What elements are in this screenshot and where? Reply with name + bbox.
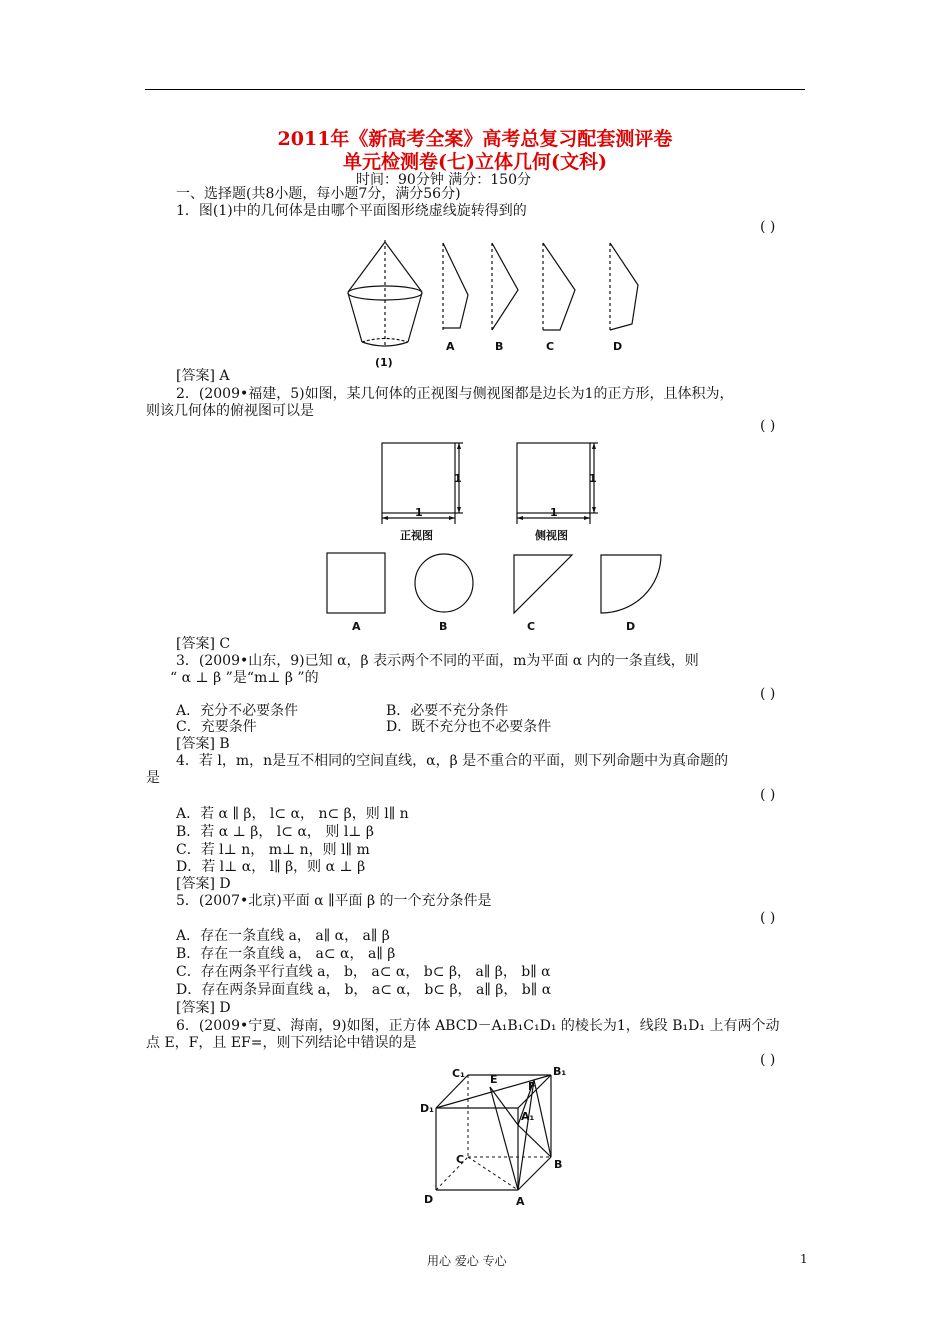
q6-label-a1: A₁	[521, 1110, 535, 1123]
q2-option-a-label: A	[352, 620, 361, 633]
q6-label-d: D	[424, 1193, 434, 1206]
q4-answer-blank: ( )	[760, 787, 776, 803]
q5-answer-blank: ( )	[760, 910, 776, 926]
q4-option-c: C．若 l⊥ n， m⊥ n，则 l∥ m	[176, 842, 370, 858]
q2-side-view-label: 侧视图	[535, 529, 568, 542]
q4-answer: [答案] D	[176, 876, 231, 892]
q2-option-b-label: B	[439, 620, 448, 633]
q1-answer: [答案] A	[176, 368, 230, 384]
q1-label-d: D	[613, 340, 623, 353]
doc-title: 2011年《新高考全案》高考总复习配套测评卷	[277, 128, 673, 150]
q6-label-e: E	[490, 1073, 498, 1086]
q4-stem-1: 4．若 l，m，n是互不相同的空间直线，α，β 是不重合的平面，则下列命题中为真命题的	[176, 753, 729, 769]
q3-option-d: D．既不充分也不必要条件	[386, 719, 552, 735]
q2-option-b-circle	[415, 554, 473, 612]
q2-views-figure	[375, 440, 635, 550]
q3-answer: [答案] B	[176, 736, 230, 752]
q1-solid	[348, 240, 422, 348]
q4-stem-2: 是	[146, 770, 160, 786]
q1-label-1: (1)	[375, 356, 393, 369]
exam-meta: 时间：90分钟 满分：150分	[356, 172, 531, 188]
q2-front-view-label: 正视图	[400, 529, 433, 542]
q6-label-c1: C₁	[452, 1067, 465, 1080]
q6-label-f: F	[528, 1080, 536, 1093]
q2-dim-side-height: 1	[589, 472, 597, 485]
q6-cube-figure	[418, 1065, 578, 1210]
q5-option-c: C．存在两条平行直线 a， b， a⊂ α， b⊂ β， a∥ β， b∥ α	[176, 964, 551, 980]
q2-side-square	[517, 443, 590, 513]
q2-option-c-triangle	[514, 555, 572, 613]
q2-dim-side-width: 1	[550, 506, 558, 519]
q4-option-d: D．若 l⊥ α， l∥ β，则 α ⊥ β	[176, 859, 366, 875]
q3-option-c: C．充要条件	[176, 719, 257, 735]
q1-label-a: A	[446, 340, 455, 353]
q6-stem-1: 6．(2009•宁夏、海南，9)如图，正方体 ABCD－A₁B₁C₁D₁ 的棱长为1，线段 B₁D₁ 上有两个动	[176, 1018, 780, 1034]
q2-answer-blank: ( )	[760, 418, 776, 434]
footer-motto: 用心 爱心 专心	[427, 1254, 507, 1268]
q6-label-b: B	[554, 1158, 563, 1171]
q2-option-a-square	[327, 553, 385, 613]
q3-stem-1: 3．(2009•山东，9)已知 α，β 表示两个不同的平面，m为平面 α 内的一条直线，则	[176, 653, 699, 669]
q3-option-a: A．充分不必要条件	[176, 703, 299, 719]
q6-label-c: C	[456, 1153, 465, 1166]
q1-figure	[340, 240, 660, 375]
q2-options-figure	[322, 550, 667, 640]
q2-option-d-quarter	[601, 555, 661, 613]
page-number: 1	[800, 1252, 808, 1266]
q1-option-a-shape	[443, 243, 468, 330]
q2-dim-front-height: 1	[454, 472, 462, 485]
q3-option-b: B．必要不充分条件	[386, 703, 509, 719]
q5-option-d: D．存在两条异面直线 a， b， a⊂ α， b⊂ β， a∥ β， b∥ α	[176, 982, 552, 998]
q2-option-d-label: D	[626, 620, 636, 633]
q4-option-a: A．若 α ∥ β， l⊂ α， n⊂ β，则 l∥ n	[176, 806, 409, 822]
q1-label-b: B	[495, 340, 504, 353]
q2-stem-2: 则该几何体的俯视图可以是	[146, 403, 314, 419]
q6-label-a: A	[516, 1195, 525, 1208]
q1-option-b-shape	[492, 243, 518, 330]
q5-stem: 5．(2007•北京)平面 α ∥平面 β 的一个充分条件是	[176, 893, 492, 909]
q1-label-c: C	[546, 340, 555, 353]
q5-option-a: A．存在一条直线 a， a∥ α， a∥ β	[176, 928, 390, 944]
q2-front-square	[382, 443, 455, 513]
header-rule	[145, 89, 805, 90]
q5-option-b: B．存在一条直线 a， a⊂ α， a∥ β	[176, 946, 396, 962]
q2-stem-1: 2．(2009•福建，5)如图，某几何体的正视图与侧视图都是边长为1的正方形，且体积为，	[176, 386, 734, 402]
q2-dim-front-width: 1	[415, 506, 423, 519]
q1-option-c-shape	[543, 243, 575, 330]
q6-answer-blank: ( )	[760, 1052, 776, 1068]
q6-label-d1: D₁	[420, 1102, 434, 1115]
q3-answer-blank: ( )	[760, 686, 776, 702]
q4-option-b: B．若 α ⊥ β， l⊂ α， 则 l⊥ β	[176, 824, 375, 840]
q5-answer: [答案] D	[176, 1000, 231, 1016]
q1-option-d-shape	[610, 243, 638, 330]
q1-stem: 1．图(1)中的几何体是由哪个平面图形绕虚线旋转得到的	[176, 203, 527, 219]
section-heading: 一、选择题(共8小题，每小题7分，满分56分)	[176, 186, 461, 202]
q2-answer: [答案] C	[176, 636, 231, 652]
q1-answer-blank: ( )	[760, 219, 776, 235]
q3-stem-2: “ α ⊥ β ”是“m⊥ β ”的	[170, 670, 319, 686]
q6-stem-2: 点 E，F，且 EF=，则下列结论中错误的是	[146, 1035, 417, 1051]
doc-subtitle: 单元检测卷(七)立体几何(文科)	[343, 151, 607, 173]
q6-label-b1: B₁	[553, 1065, 567, 1078]
q2-option-c-label: C	[527, 620, 536, 633]
